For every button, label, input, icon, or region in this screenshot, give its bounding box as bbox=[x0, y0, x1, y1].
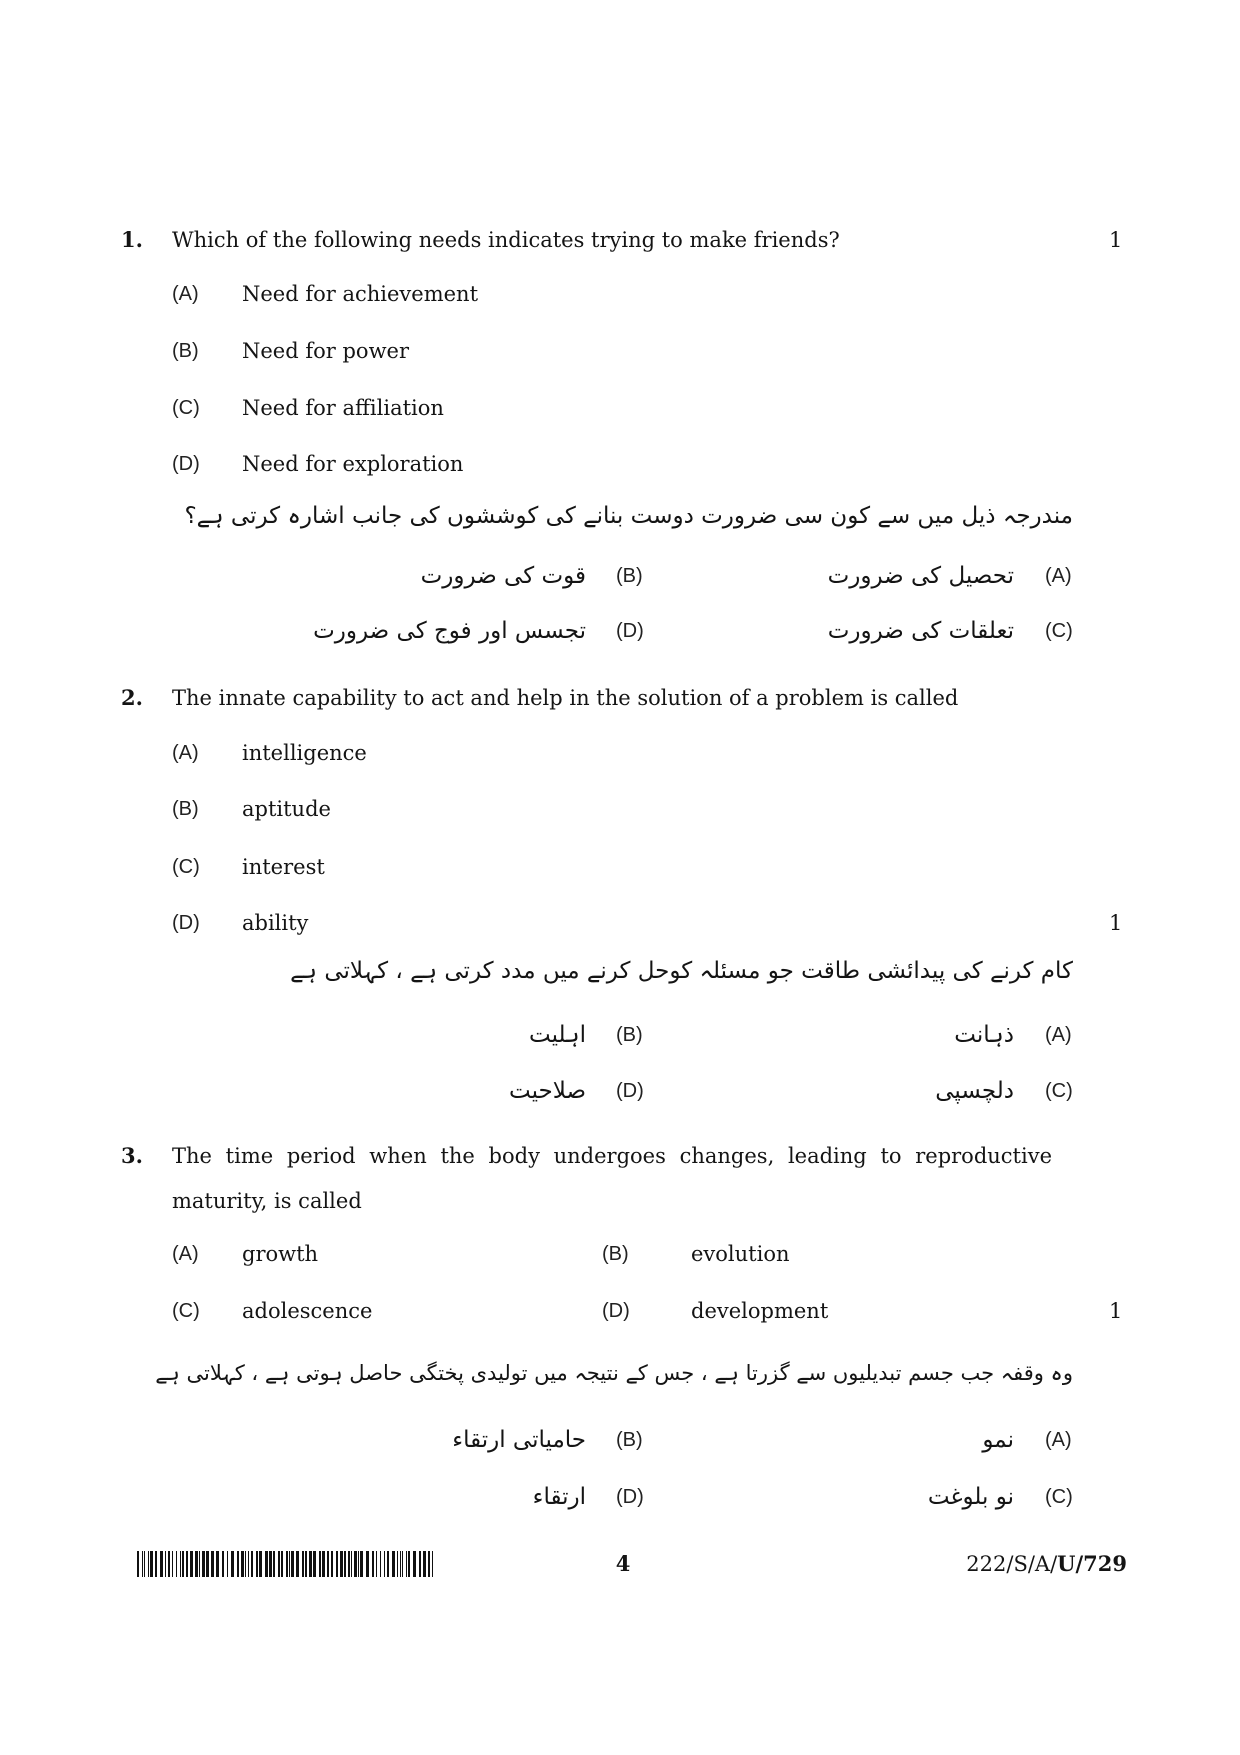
barcode-bar bbox=[408, 1551, 410, 1577]
barcode-bar bbox=[190, 1551, 193, 1577]
barcode-bar bbox=[384, 1551, 385, 1577]
barcode-bar bbox=[269, 1551, 272, 1577]
q2-option-a-label: (A) bbox=[172, 742, 199, 764]
q3-urdu-text: وہ وقفہ جب جسم تبدیلیوں سے گزرتا ہے ، جس کے نتیجہ میں تولیدی پختگی حاصل ہوتی ہے ، کہلاتی ہے bbox=[155, 1361, 1073, 1385]
q1-text: Which of the following needs indicates trying to make friends? bbox=[172, 228, 840, 252]
q2-urdu-option-c-text: دلچسپی bbox=[935, 1078, 1014, 1104]
barcode-bar bbox=[186, 1551, 188, 1577]
barcode-bar bbox=[305, 1551, 307, 1577]
q2-option-c-label: (C) bbox=[172, 856, 200, 878]
barcode-bar bbox=[413, 1551, 416, 1577]
barcode-bar bbox=[358, 1551, 359, 1577]
barcode-bar bbox=[206, 1551, 209, 1577]
barcode-bar bbox=[180, 1551, 181, 1577]
q3-text: The time period when the body undergoes changes, leading to reproductive maturity, is called bbox=[172, 1144, 1052, 1213]
barcode-bar bbox=[336, 1551, 338, 1577]
q2-urdu-option-a-text: ذہانت bbox=[954, 1022, 1014, 1048]
barcode-bar bbox=[302, 1551, 304, 1577]
barcode-bar bbox=[150, 1551, 153, 1577]
barcode-bar bbox=[397, 1551, 398, 1577]
q1-option-b-label: (B) bbox=[172, 340, 199, 362]
barcode-bar bbox=[400, 1551, 401, 1577]
q1-option-a-label: (A) bbox=[172, 283, 199, 305]
barcode-bar bbox=[366, 1551, 369, 1577]
q3-urdu-option-c-label: (C) bbox=[1045, 1486, 1073, 1508]
q3-urdu-option-a-text: نمو bbox=[982, 1427, 1014, 1453]
q1-urdu-option-c-text: تعلقات کی ضرورت bbox=[827, 618, 1014, 644]
barcode-bar bbox=[348, 1551, 350, 1577]
barcode-bar bbox=[241, 1551, 244, 1577]
q3-urdu-option-b-label: (B) bbox=[616, 1429, 643, 1451]
barcode-bar bbox=[251, 1551, 253, 1577]
q2-option-b-label: (B) bbox=[172, 798, 199, 820]
barcode-bar bbox=[319, 1551, 321, 1577]
barcode-bar bbox=[419, 1551, 421, 1577]
q1-option-d-text: Need for exploration bbox=[242, 452, 464, 476]
barcode-bar bbox=[392, 1551, 395, 1577]
q2-text: The innate capability to act and help in the solution of a problem is called bbox=[172, 686, 959, 710]
barcode-bar bbox=[144, 1551, 145, 1577]
barcode-bar bbox=[231, 1551, 234, 1577]
q1-urdu-option-a-label: (A) bbox=[1045, 565, 1072, 587]
q1-urdu-option-a-text: تحصیل کی ضرورت bbox=[827, 563, 1014, 589]
q2-marks: 1 bbox=[1109, 911, 1123, 935]
barcode-bar bbox=[402, 1551, 403, 1577]
barcode-bar bbox=[168, 1551, 170, 1577]
q2-urdu-text: کام کرنے کی پیدائشی طاقت جو مسئلہ کوحل کرنے میں مدد کرتی ہے ، کہلاتی ہے bbox=[290, 958, 1073, 984]
q3-urdu-option-b-text: حامیاتی ارتقاء bbox=[452, 1427, 586, 1453]
q2-option-b-text: aptitude bbox=[242, 797, 331, 821]
q3-option-c-label: (C) bbox=[172, 1300, 200, 1322]
q2-number: 2. bbox=[121, 685, 143, 710]
q3-urdu-option-c-text: نو بلوغت bbox=[927, 1484, 1014, 1510]
q3-urdu-option-a-label: (A) bbox=[1045, 1429, 1072, 1451]
q2-option-d-label: (D) bbox=[172, 912, 200, 934]
barcode bbox=[137, 1551, 437, 1577]
barcode-bar bbox=[387, 1551, 389, 1577]
barcode-bar bbox=[428, 1551, 430, 1577]
barcode-bar bbox=[155, 1551, 157, 1577]
q2-urdu-option-b-text: اہلیت bbox=[528, 1022, 586, 1048]
paper-code-regular: 222/S/A/ bbox=[966, 1552, 1058, 1576]
barcode-bar bbox=[227, 1551, 228, 1577]
barcode-bar bbox=[322, 1551, 325, 1577]
q3-number: 3. bbox=[121, 1143, 143, 1168]
paper-code bbox=[966, 1549, 1127, 1579]
q1-option-d-label: (D) bbox=[172, 453, 200, 475]
q3-option-c-text: adolescence bbox=[242, 1299, 373, 1323]
barcode-bar bbox=[195, 1551, 198, 1577]
q3-option-d-label: (D) bbox=[602, 1300, 630, 1322]
barcode-bar bbox=[423, 1551, 426, 1577]
q3-marks: 1 bbox=[1109, 1299, 1123, 1323]
barcode-bar bbox=[142, 1551, 143, 1577]
barcode-bar bbox=[344, 1551, 346, 1577]
barcode-bar bbox=[289, 1551, 290, 1577]
q2-urdu-option-c-label: (C) bbox=[1045, 1080, 1073, 1102]
barcode-bar bbox=[245, 1551, 246, 1577]
q1-urdu-option-d-label: (D) bbox=[616, 620, 644, 642]
barcode-bar bbox=[309, 1551, 312, 1577]
barcode-bar bbox=[176, 1551, 177, 1577]
barcode-bar bbox=[216, 1551, 219, 1577]
barcode-bar bbox=[331, 1551, 333, 1577]
barcode-bar bbox=[199, 1551, 200, 1577]
q2-urdu-option-a-label: (A) bbox=[1045, 1024, 1072, 1046]
q1-urdu-option-b-label: (B) bbox=[616, 565, 643, 587]
q3-urdu-option-d-label: (D) bbox=[616, 1486, 644, 1508]
barcode-bar bbox=[376, 1551, 377, 1577]
barcode-bar bbox=[256, 1551, 258, 1577]
barcode-bar bbox=[148, 1551, 149, 1577]
page-number: 4 bbox=[615, 1551, 631, 1576]
barcode-bar bbox=[327, 1551, 329, 1577]
q1-number: 1. bbox=[121, 227, 143, 252]
barcode-bar bbox=[202, 1551, 205, 1577]
barcode-bar bbox=[432, 1551, 433, 1577]
barcode-bar bbox=[248, 1551, 249, 1577]
q2-urdu-option-b-label: (B) bbox=[616, 1024, 643, 1046]
barcode-bar bbox=[351, 1551, 352, 1577]
q1-urdu-option-b-text: قوت کی ضرورت bbox=[420, 563, 586, 589]
barcode-bar bbox=[380, 1551, 381, 1577]
q2-option-c-text: interest bbox=[242, 855, 325, 879]
barcode-bar bbox=[278, 1551, 280, 1577]
barcode-bar bbox=[273, 1551, 275, 1577]
q3-option-b-label: (B) bbox=[602, 1243, 629, 1265]
barcode-bar bbox=[406, 1551, 407, 1577]
barcode-bar bbox=[291, 1551, 294, 1577]
barcode-bar bbox=[313, 1551, 316, 1577]
q2-urdu-option-d-text: صلاحیت bbox=[509, 1078, 586, 1104]
q1-urdu-option-d-text: تجسس اور فوج کی ضرورت bbox=[313, 618, 586, 644]
barcode-bar bbox=[165, 1551, 166, 1577]
q1-option-c-label: (C) bbox=[172, 397, 200, 419]
barcode-bar bbox=[360, 1551, 363, 1577]
q1-option-a-text: Need for achievement bbox=[242, 282, 479, 306]
barcode-bar bbox=[372, 1551, 374, 1577]
barcode-bar bbox=[265, 1551, 268, 1577]
barcode-bar bbox=[137, 1551, 139, 1577]
barcode-bar bbox=[354, 1551, 357, 1577]
q3-urdu-option-d-text: ارتقاء bbox=[532, 1484, 586, 1510]
barcode-bar bbox=[259, 1551, 262, 1577]
barcode-bar bbox=[182, 1551, 184, 1577]
q1-marks: 1 bbox=[1109, 228, 1123, 252]
barcode-bar bbox=[160, 1551, 163, 1577]
barcode-bar bbox=[340, 1551, 343, 1577]
q3-option-b-text: evolution bbox=[691, 1242, 790, 1266]
q3-option-a-text: growth bbox=[242, 1242, 319, 1266]
q2-option-d-text: ability bbox=[242, 911, 309, 935]
barcode-bar bbox=[172, 1551, 173, 1577]
barcode-bar bbox=[296, 1551, 299, 1577]
q3-option-d-text: development bbox=[691, 1299, 829, 1323]
barcode-bar bbox=[281, 1551, 283, 1577]
q1-option-c-text: Need for affiliation bbox=[242, 396, 444, 420]
q1-urdu-option-c-label: (C) bbox=[1045, 620, 1073, 642]
paper-code-bold: U/729 bbox=[1057, 1551, 1127, 1576]
q1-option-b-text: Need for power bbox=[242, 339, 410, 363]
q2-urdu-option-d-label: (D) bbox=[616, 1080, 644, 1102]
barcode-bar bbox=[237, 1551, 239, 1577]
barcode-bar bbox=[286, 1551, 288, 1577]
q1-urdu-text: مندرجہ ذیل میں سے کون سی ضرورت دوست بنانے کی کوششوں کی جانب اشارہ کرتی ہے؟ bbox=[184, 503, 1073, 529]
barcode-bar bbox=[222, 1551, 224, 1577]
q3-option-a-label: (A) bbox=[172, 1243, 199, 1265]
barcode-bar bbox=[211, 1551, 214, 1577]
q2-option-a-text: intelligence bbox=[242, 741, 367, 765]
